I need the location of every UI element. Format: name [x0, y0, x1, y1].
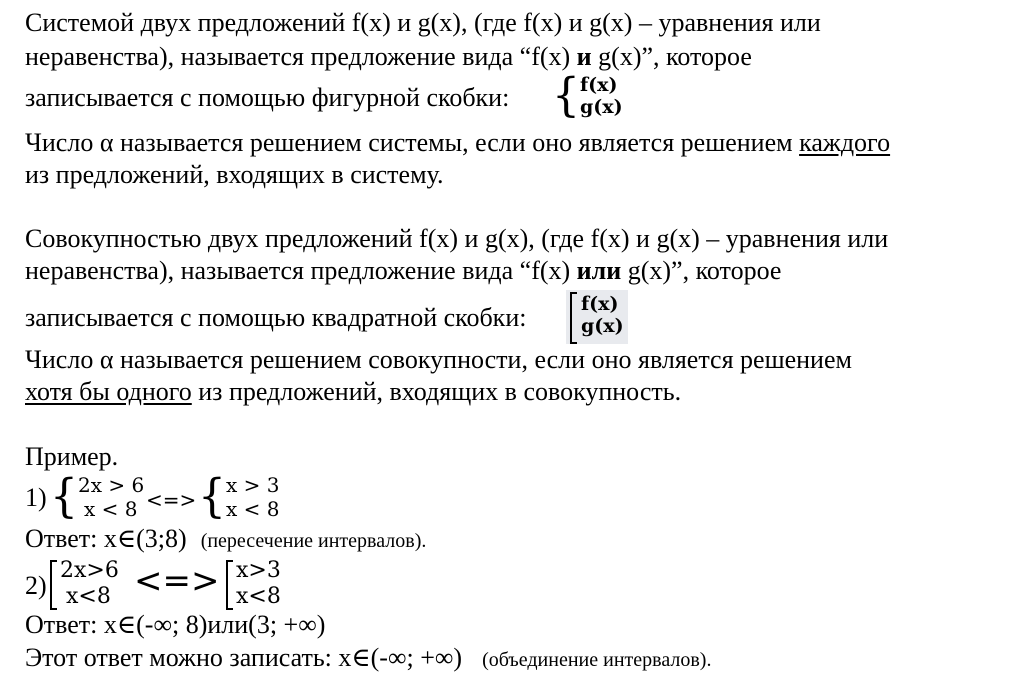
- square-bracket-icon: [226, 560, 233, 610]
- system-solution-line-1: Число α называется решением системы, если оно является решением каждого: [25, 128, 891, 157]
- example-title: Пример.: [25, 442, 119, 471]
- system-definition-line-1: Системой двух предложений f(x) и g(x), (где f(x) и g(x) – уравнения или: [25, 8, 821, 37]
- curly-brace-icon: {: [552, 68, 580, 123]
- example-2-left-union: 2x>6 x<8: [50, 558, 140, 608]
- equivalence-operator: <=>: [146, 488, 197, 512]
- conjunction-or: или: [576, 256, 622, 285]
- conjunction-and: и: [576, 42, 592, 71]
- example-2-number: 2): [25, 571, 47, 600]
- example-1-right-system: { x > 3 x < 8: [198, 469, 280, 524]
- system-definition-line-3: записывается с помощью фигурной скобки:: [25, 83, 510, 112]
- union-solution-line-2: хотя бы одного из предложений, входящих в совокупность.: [25, 377, 682, 406]
- example-1-number: 1): [25, 483, 47, 512]
- answer-2: Ответ: x∈(-∞; 8)или(3; +∞): [25, 610, 326, 639]
- answer-1: Ответ: x∈(3;8) (пересечение интервалов).: [25, 524, 427, 553]
- system-solution-line-2: из предложений, входящих в систему.: [25, 160, 444, 189]
- square-bracket-formula: [566, 290, 628, 344]
- example-2-right-union: x>3 x<8: [226, 558, 306, 608]
- union-definition-line-1: Совокупностью двух предложений f(x) и g(x), (где f(x) и g(x) – уравнения или: [25, 224, 889, 253]
- formula-g: g(x): [581, 315, 624, 337]
- union-definition-line-2: неравенства), называется предложение вида “f(x) или g(x)”, которое: [25, 256, 782, 285]
- example-1-left-system: { 2x > 6 x < 8: [50, 469, 145, 524]
- formula-f: f(x): [580, 74, 618, 96]
- curly-brace-icon: {: [198, 469, 226, 524]
- curly-brace-icon: {: [50, 469, 78, 524]
- square-bracket-icon: [570, 292, 577, 344]
- underlined-word-each: каждого: [799, 128, 891, 157]
- curly-brace-formula: [552, 68, 623, 123]
- square-bracket-icon: [50, 560, 57, 610]
- system-definition-line-2: неравенства), называется предложение вида “f(x) и g(x)”, которое: [25, 42, 752, 71]
- equivalence-operator: <=>: [134, 561, 220, 601]
- union-definition-line-3: записывается с помощью квадратной скобки:: [25, 303, 527, 332]
- union-solution-line-1: Число α называется решением совокупности, если оно является решением: [25, 345, 852, 374]
- underlined-phrase-at-least-one: хотя бы одного: [25, 377, 192, 406]
- formula-f: f(x): [581, 293, 619, 315]
- final-answer: Этот ответ можно записать: x∈(-∞; +∞) (объединение интервалов).: [25, 643, 712, 672]
- formula-g: g(x): [580, 96, 623, 118]
